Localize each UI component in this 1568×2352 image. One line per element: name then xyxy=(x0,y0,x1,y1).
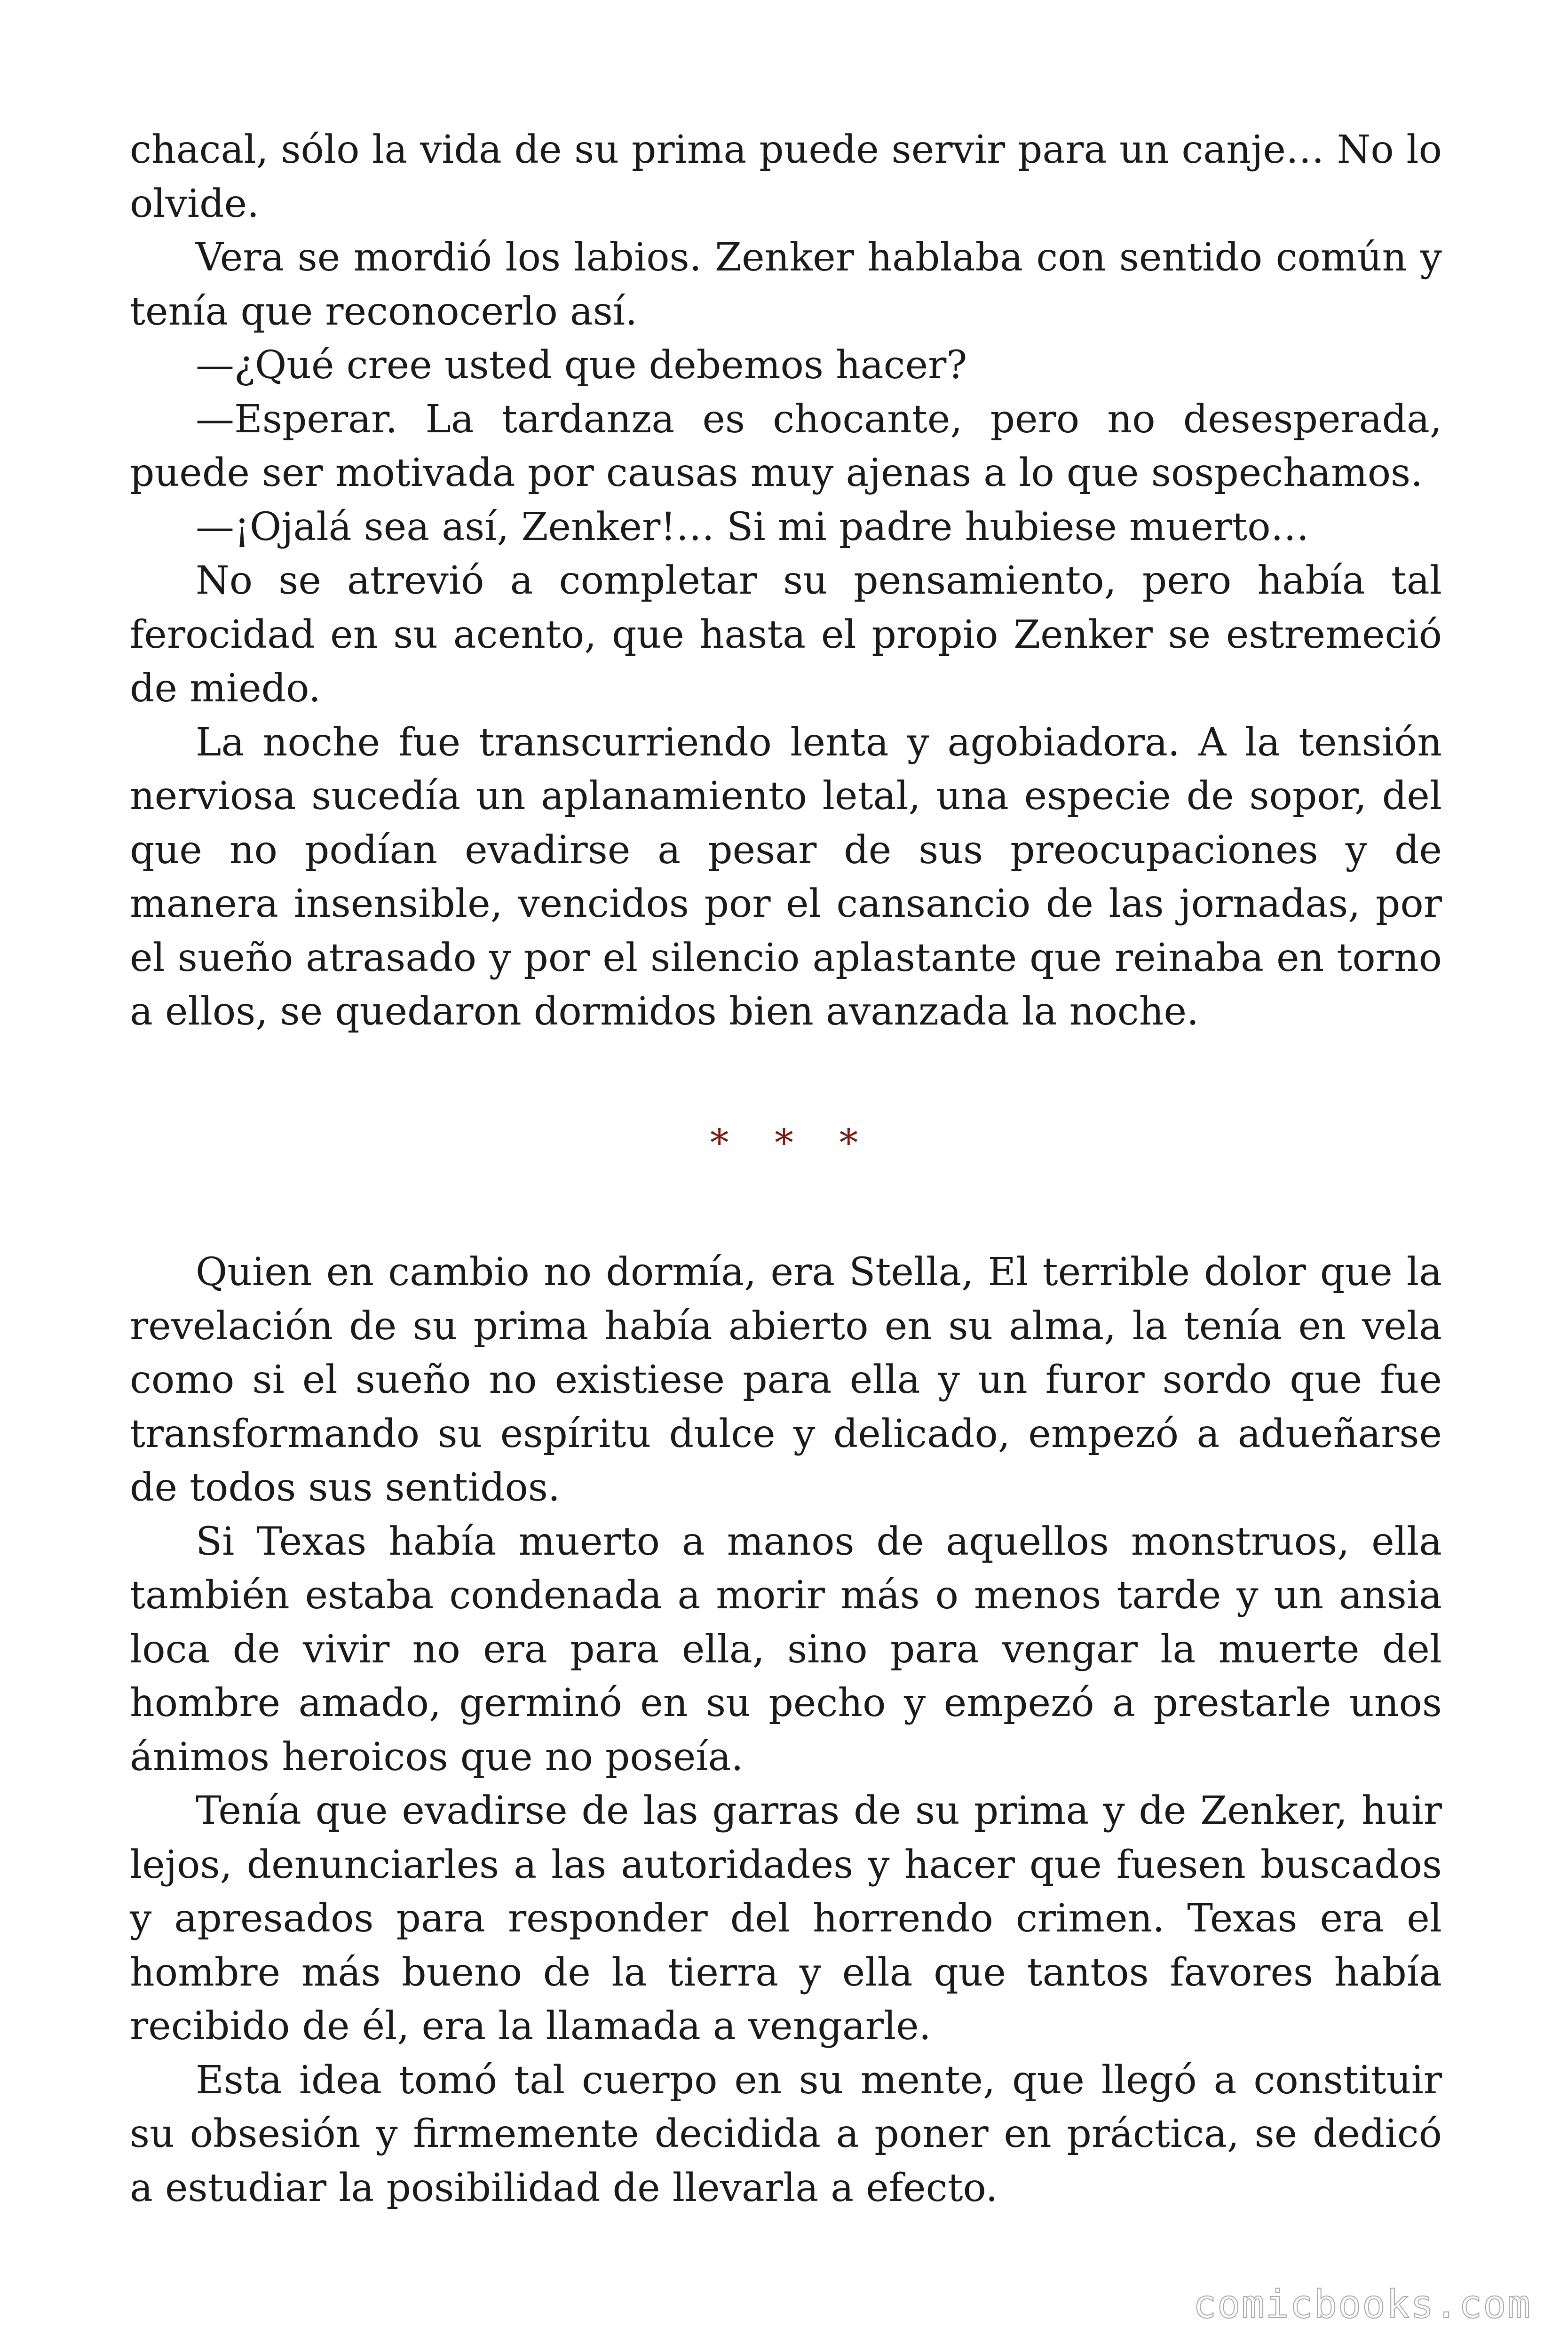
paragraph: La noche fue transcurriendo lenta y agobiadora. A la tensión nerviosa sucedía un aplanamiento letal, una especie de sopor, del que no podían evadirse a pesar de sus preocupaciones y de manera insensible, vencidos por el cansancio de las jornadas, por el sueño atrasado y por el silencio aplastante que reinaba en torno a ellos, se quedaron dormidos bien avanzada la noche. xyxy=(130,720,1442,1034)
paragraph: Quien en cambio no dormía, era Stella, El terrible dolor que la revelación de su prima había abierto en su alma, la tenía en vela como si el sueño no existiese para ella y un furor sordo que fue transformando su espíritu dulce y delicado, empezó a adueñarse de todos sus sentidos. xyxy=(130,1250,1442,1510)
paragraph: Si Texas había muerto a manos de aquellos monstruos, ella también estaba condenada a morir más o menos tarde y un ansia loca de vivir no era para ella, sino para vengar la muerte del hombre amado, germinó en su pecho y empezó a prestarle unos ánimos heroicos que no poseía. xyxy=(130,1519,1442,1780)
paragraph: —¿Qué cree usted que debemos hacer? xyxy=(196,343,967,388)
paragraph: —Esperar. La tardanza es chocante, pero no desesperada, puede ser motivada por causas muy ajenas a lo que sospechamos. xyxy=(130,397,1442,495)
watermark-text: comicbooks.com xyxy=(1193,2282,1531,2327)
section-separator: * * * xyxy=(710,1121,875,1165)
paragraph: Esta idea tomó tal cuerpo en su mente, que llegó a constituir su obsesión y firmemente decidida a poner en práctica, se dedicó a estudiar la posibilidad de llevarla a efecto. xyxy=(130,2058,1442,2210)
paragraph: —¡Ojalá sea así, Zenker!… Si mi padre hubiese muerto… xyxy=(196,504,1309,549)
paragraph: Tenía que evadirse de las garras de su prima y de Zenker, huir lejos, denunciarles a las autoridades y hacer que fuesen buscados y apresados para responder del horrendo crimen. Texas era el hombre más bueno de la tierra y ella que tantos favores había recibido de él, era la llamada a vengarle. xyxy=(130,1788,1442,2049)
text-block-bottom xyxy=(130,1246,1442,2215)
text-block-top xyxy=(130,123,1442,1039)
paragraph: chacal, sólo la vida de su prima puede servir para un canje… No lo olvide. xyxy=(130,127,1442,226)
paragraph: Vera se mordió los labios. Zenker hablaba con sentido común y tenía que reconocerlo así. xyxy=(130,235,1442,334)
paragraph: No se atrevió a completar su pensamiento, pero había tal ferocidad en su acento, que hasta el propio Zenker se estremeció de miedo. xyxy=(130,558,1442,711)
